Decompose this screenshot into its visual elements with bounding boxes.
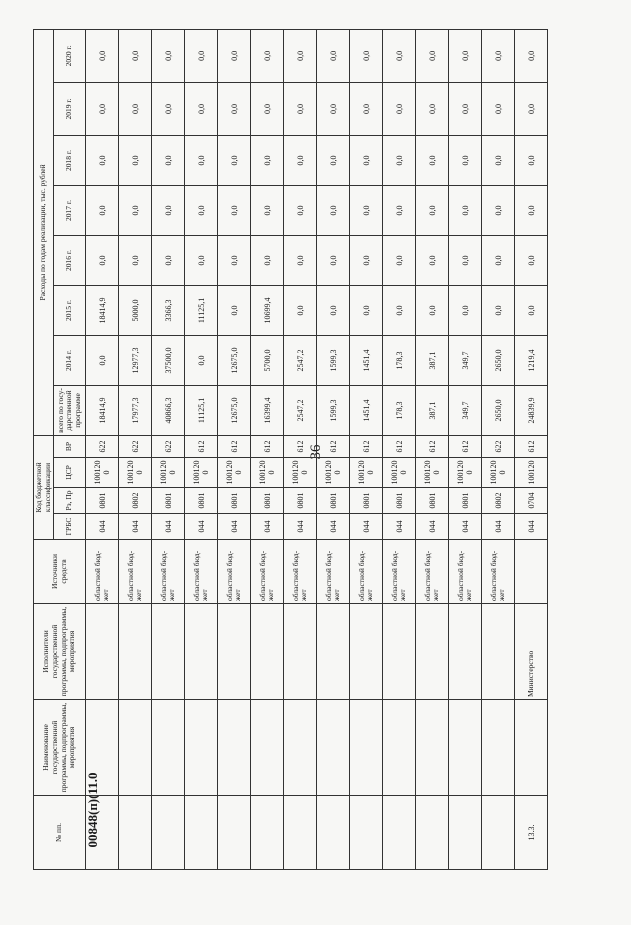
total-cell: 24839,9 [515,385,548,435]
year-value-cell: 0,0 [119,29,152,82]
rzpr-cell: 0801 [284,488,317,514]
total-cell: 387,1 [416,385,449,435]
vr-cell: 612 [218,435,251,457]
year-value-cell: 0,0 [284,185,317,235]
row-name [251,700,284,796]
header-expenses: Расходы по годам реализации, тыс. рублей [34,29,54,435]
total-cell: 2547,2 [284,385,317,435]
row-executor [251,604,284,700]
csr-cell: 100120 0 [317,458,350,488]
csr-cell: 100120 0 [284,458,317,488]
csr-cell: 100120 0 [86,458,119,488]
rzpr-cell: 0801 [218,488,251,514]
total-cell: 16399,4 [251,385,284,435]
year-value-cell: 0,0 [383,29,416,82]
rzpr-cell: 0801 [350,488,383,514]
row-name [284,700,317,796]
year-value-cell: 0,0 [152,235,185,285]
csr-cell: 100120 0 [119,458,152,488]
row-name [185,700,218,796]
year-value-cell: 1599,3 [317,335,350,385]
table-row [284,29,317,869]
year-value-cell: 0,0 [482,82,515,135]
row-number [416,796,449,870]
year-value-cell: 0,0 [317,285,350,335]
year-value-cell: 10699,4 [251,285,284,335]
row-number [152,796,185,870]
year-value-cell: 0,0 [185,82,218,135]
table-row [383,29,416,869]
rzpr-cell: 0801 [185,488,218,514]
total-cell: 18414,9 [86,385,119,435]
grbs-cell: 044 [218,514,251,540]
total-cell: 17977,3 [119,385,152,435]
source-cell: областной бюд-жет [152,540,185,604]
year-value-cell: 5700,0 [251,335,284,385]
year-value-cell: 0,0 [416,185,449,235]
csr-cell: 100120 0 [449,458,482,488]
row-number: 13.3. [515,796,548,870]
row-number [284,796,317,870]
csr-cell: 100120 0 [218,458,251,488]
row-name [416,700,449,796]
row-name [119,700,152,796]
year-value-cell: 12675,0 [218,335,251,385]
year-value-cell: 0,0 [350,29,383,82]
rzpr-cell: 0801 [449,488,482,514]
year-value-cell: 0,0 [416,135,449,185]
year-value-cell: 0,0 [350,82,383,135]
rzpr-cell: 0802 [482,488,515,514]
vr-cell: 612 [383,435,416,457]
year-value-cell: 0,0 [86,235,119,285]
year-value-cell: 0,0 [251,235,284,285]
row-name [317,700,350,796]
header-budget-code: Код бюджетной классификации [34,435,54,539]
rotated-table-container [33,30,543,870]
grbs-cell: 044 [185,514,218,540]
grbs-cell: 044 [515,514,548,540]
year-value-cell: 0,0 [350,285,383,335]
document-code: 00848(п)(11.0 [85,772,100,848]
year-value-cell: 0,0 [416,82,449,135]
csr-cell: 100120 0 [350,458,383,488]
source-cell: областной бюд-жет [449,540,482,604]
year-value-cell: 0,0 [86,29,119,82]
total-cell: 1599,3 [317,385,350,435]
year-value-cell: 0,0 [119,235,152,285]
rzpr-cell: 0801 [317,488,350,514]
grbs-cell: 044 [350,514,383,540]
year-value-cell: 0,0 [284,285,317,335]
source-cell: областной бюд-жет [218,540,251,604]
year-value-cell: 0,0 [317,82,350,135]
total-cell: 349,7 [449,385,482,435]
row-number [383,796,416,870]
year-value-cell: 0,0 [383,82,416,135]
row-number [317,796,350,870]
source-cell: областной бюд-жет [119,540,152,604]
header-year: 2020 г. [54,29,86,82]
year-value-cell: 0,0 [152,29,185,82]
year-value-cell: 0,0 [515,135,548,185]
row-number [185,796,218,870]
vr-cell: 612 [350,435,383,457]
year-value-cell: 0,0 [86,135,119,185]
table-row [185,29,218,869]
source-cell: областной бюд-жет [317,540,350,604]
year-value-cell: 0,0 [284,82,317,135]
grbs-cell: 044 [251,514,284,540]
vr-cell: 612 [515,435,548,457]
header-source: Источники средств [34,540,86,604]
year-value-cell: 387,1 [416,335,449,385]
row-executor [284,604,317,700]
header-year: 2015 г. [54,285,86,335]
rzpr-cell: 0802 [119,488,152,514]
table-row [218,29,251,869]
year-value-cell: 0,0 [119,135,152,185]
grbs-cell: 044 [86,514,119,540]
csr-cell: 100120 [515,458,548,488]
row-executor [218,604,251,700]
source-cell: областной бюд-жет [383,540,416,604]
year-value-cell: 1451,4 [350,335,383,385]
row-executor [185,604,218,700]
year-value-cell: 2547,2 [284,335,317,385]
year-value-cell: 0,0 [482,29,515,82]
row-executor [86,604,119,700]
row-name [350,700,383,796]
grbs-cell: 044 [416,514,449,540]
header-year: 2017 г. [54,185,86,235]
header-grbs: ГРБС [54,514,86,540]
table-row [86,29,119,869]
header-year: 2014 г. [54,335,86,385]
year-value-cell: 3366,3 [152,285,185,335]
year-value-cell: 0,0 [317,235,350,285]
year-value-cell: 0,0 [449,82,482,135]
year-value-cell: 0,0 [515,82,548,135]
source-cell: областной бюд-жет [416,540,449,604]
year-value-cell: 0,0 [218,82,251,135]
year-value-cell: 0,0 [482,185,515,235]
year-value-cell: 0,0 [449,285,482,335]
total-cell: 178,3 [383,385,416,435]
source-cell: областной бюд-жет [482,540,515,604]
grbs-cell: 044 [152,514,185,540]
source-cell: областной бюд-жет [284,540,317,604]
year-value-cell: 0,0 [218,235,251,285]
row-executor [317,604,350,700]
table-row [515,29,548,869]
row-executor [416,604,449,700]
year-value-cell: 349,7 [449,335,482,385]
row-executor [449,604,482,700]
rzpr-cell: 0801 [416,488,449,514]
year-value-cell: 0,0 [86,82,119,135]
year-value-cell: 0,0 [86,335,119,385]
grbs-cell: 044 [119,514,152,540]
row-executor [482,604,515,700]
table-row [119,29,152,869]
table-row [416,29,449,869]
row-number [218,796,251,870]
csr-cell: 100120 0 [152,458,185,488]
year-value-cell: 0,0 [317,185,350,235]
year-value-cell: 0,0 [515,29,548,82]
year-value-cell: 0,0 [350,185,383,235]
row-executor [383,604,416,700]
grbs-cell: 044 [449,514,482,540]
year-value-cell: 0,0 [449,29,482,82]
header-vr: ВР [54,435,86,457]
grbs-cell: 044 [284,514,317,540]
year-value-cell: 0,0 [284,135,317,185]
header-year: 2018 г. [54,135,86,185]
year-value-cell: 0,0 [152,82,185,135]
year-value-cell: 0,0 [515,185,548,235]
year-value-cell: 0,0 [185,29,218,82]
year-value-cell: 0,0 [251,185,284,235]
source-cell: областной бюд-жет [251,540,284,604]
total-cell: 1451,4 [350,385,383,435]
row-number [449,796,482,870]
vr-cell: 612 [317,435,350,457]
table-row [449,29,482,869]
vr-cell: 622 [482,435,515,457]
year-value-cell: 0,0 [383,235,416,285]
year-value-cell: 0,0 [185,235,218,285]
table-body [86,29,548,869]
source-cell: областной бюд-жет [185,540,218,604]
row-number [350,796,383,870]
year-value-cell: 0,0 [119,185,152,235]
rzpr-cell: 0801 [251,488,284,514]
header-num: № пп. [34,796,86,870]
row-name [449,700,482,796]
vr-cell: 612 [185,435,218,457]
year-value-cell: 0,0 [251,29,284,82]
year-value-cell: 0,0 [449,185,482,235]
year-value-cell: 0,0 [449,235,482,285]
vr-cell: 622 [119,435,152,457]
csr-cell: 100120 0 [482,458,515,488]
table-row [317,29,350,869]
source-cell: областной бюд-жет [86,540,119,604]
rzpr-cell: 0801 [383,488,416,514]
year-value-cell: 0,0 [218,135,251,185]
total-cell: 40866,3 [152,385,185,435]
year-value-cell: 0,0 [185,135,218,185]
rzpr-cell: 0704 [515,488,548,514]
year-value-cell: 0,0 [383,185,416,235]
page-number: 36 [307,444,324,460]
year-value-cell: 0,0 [482,235,515,285]
year-value-cell: 0,0 [482,135,515,185]
year-value-cell: 0,0 [449,135,482,185]
csr-cell: 100120 0 [383,458,416,488]
table-row [482,29,515,869]
year-value-cell: 0,0 [383,135,416,185]
vr-cell: 622 [86,435,119,457]
year-value-cell: 0,0 [119,82,152,135]
row-number [119,796,152,870]
grbs-cell: 044 [482,514,515,540]
rzpr-cell: 0801 [86,488,119,514]
row-executor [152,604,185,700]
grbs-cell: 044 [317,514,350,540]
row-number [86,796,119,870]
vr-cell: 622 [152,435,185,457]
year-value-cell: 0,0 [152,185,185,235]
year-value-cell: 0,0 [218,29,251,82]
year-value-cell: 0,0 [482,285,515,335]
row-executor: Министерство [515,604,548,700]
year-value-cell: 11125,1 [185,285,218,335]
year-value-cell: 0,0 [251,82,284,135]
row-name [383,700,416,796]
year-value-cell: 12977,3 [119,335,152,385]
source-cell: областной бюд-жет [350,540,383,604]
rzpr-cell: 0801 [152,488,185,514]
row-number [251,796,284,870]
vr-cell: 612 [449,435,482,457]
year-value-cell: 2650,0 [482,335,515,385]
row-executor [350,604,383,700]
year-value-cell: 0,0 [416,29,449,82]
row-executor [119,604,152,700]
year-value-cell: 0,0 [218,285,251,335]
row-name [152,700,185,796]
total-cell: 11125,1 [185,385,218,435]
year-value-cell: 0,0 [185,335,218,385]
csr-cell: 100120 0 [251,458,284,488]
total-cell: 12675,0 [218,385,251,435]
year-value-cell: 0,0 [284,235,317,285]
year-value-cell: 0,0 [152,135,185,185]
csr-cell: 100120 0 [416,458,449,488]
total-cell: 2650,0 [482,385,515,435]
year-value-cell: 0,0 [86,185,119,235]
row-number [482,796,515,870]
row-name [482,700,515,796]
vr-cell: 612 [284,435,317,457]
vr-cell: 612 [416,435,449,457]
year-value-cell: 0,0 [515,235,548,285]
budget-table [33,29,548,870]
year-value-cell: 0,0 [416,235,449,285]
year-value-cell: 0,0 [350,235,383,285]
year-value-cell: 0,0 [416,285,449,335]
header-csr: ЦСР [54,458,86,488]
header-year: 2019 г. [54,82,86,135]
header-year: 2016 г. [54,235,86,285]
year-value-cell: 0,0 [317,29,350,82]
year-value-cell: 178,3 [383,335,416,385]
grbs-cell: 044 [383,514,416,540]
row-name [515,700,548,796]
vr-cell: 612 [251,435,284,457]
source-cell [515,540,548,604]
row-name [86,700,119,796]
year-value-cell: 0,0 [185,185,218,235]
row-name [218,700,251,796]
year-value-cell: 0,0 [317,135,350,185]
header-executor: Исполнители государственной программы, подпрограммы, мероприятия [34,604,86,700]
year-value-cell: 0,0 [251,135,284,185]
csr-cell: 100120 0 [185,458,218,488]
year-value-cell: 0,0 [284,29,317,82]
year-value-cell: 0,0 [383,285,416,335]
header-name: Наименование государственной программы, подпрограммы, мероприятия [34,700,86,796]
year-value-cell: 18414,9 [86,285,119,335]
year-value-cell: 37500,0 [152,335,185,385]
header-total: всего по госу-дарственной программе [54,385,86,435]
year-value-cell: 0,0 [218,185,251,235]
header-rzpr: Рз, Пр [54,488,86,514]
table-row [350,29,383,869]
table-row [251,29,284,869]
year-value-cell: 0,0 [350,135,383,185]
year-value-cell: 0,0 [515,285,548,335]
table-row [152,29,185,869]
year-value-cell: 5000,0 [119,285,152,335]
year-value-cell: 1219,4 [515,335,548,385]
